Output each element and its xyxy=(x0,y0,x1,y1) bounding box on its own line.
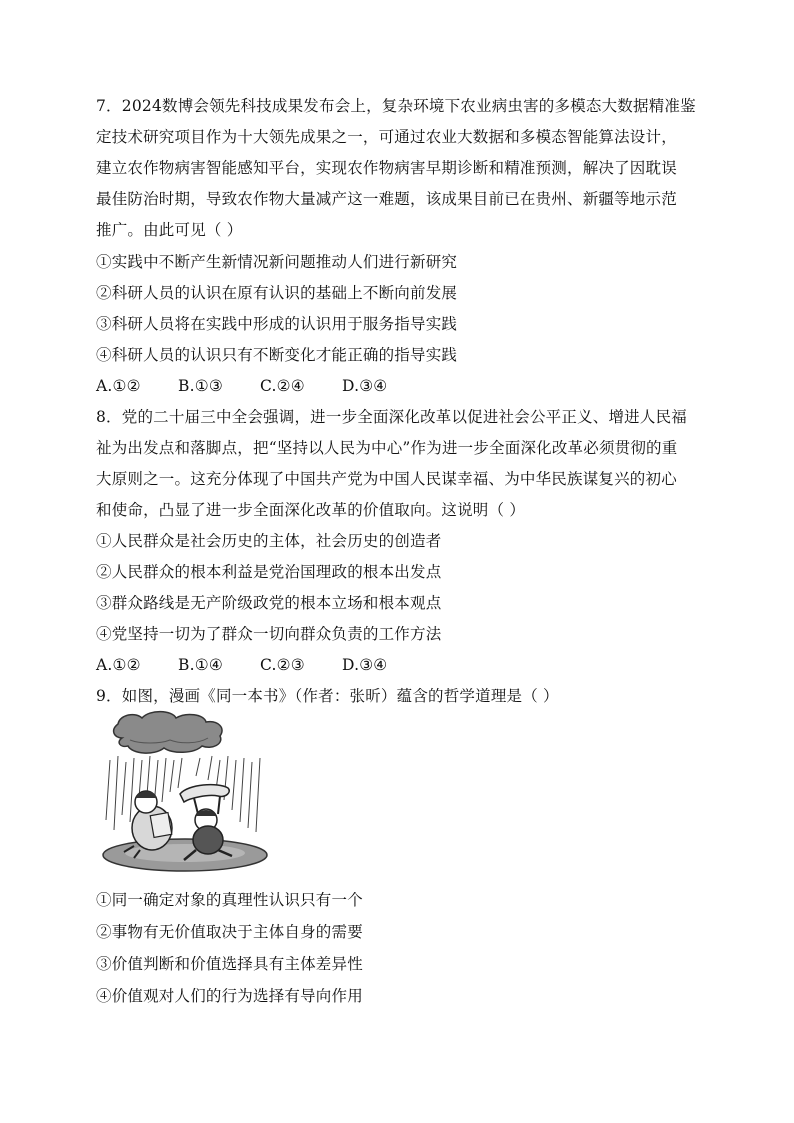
q9-option-2: ②事物有无价值取决于主体自身的需要 xyxy=(96,923,363,941)
q7-option-3: ③科研人员将在实践中形成的认识用于服务指导实践 xyxy=(96,315,458,333)
q8-stem-line: 和使命，凸显了进一步全面深化改革的价值取向。这说明（ ） xyxy=(96,501,526,519)
q7-stem-line: 推广。由此可见（ ） xyxy=(96,221,243,239)
q8-choice-c: C.②③ xyxy=(260,656,305,674)
q8-stem-line: 8．党的二十届三中全会强调，进一步全面深化改革以促进社会公平正义、增进人民福 xyxy=(96,408,687,426)
q8-choice-d: D.③④ xyxy=(342,656,388,674)
cloud-icon xyxy=(114,712,222,753)
q7-option-4: ④科研人员的认识只有不断变化才能正确的指导实践 xyxy=(96,346,458,364)
q7-choices xyxy=(96,376,706,396)
q7-choice-b: B.①③ xyxy=(178,377,223,395)
q8-option-4: ④党坚持一切为了群众一切向群众负责的工作方法 xyxy=(96,625,442,643)
q8-choices xyxy=(96,655,706,675)
q8-stem-line: 祉为出发点和落脚点，把“坚持以人民为中心”作为进一步全面深化改革必须贯彻的重 xyxy=(96,439,678,457)
q7-choice-c: C.②④ xyxy=(260,377,305,395)
q7-choice-a: A.①② xyxy=(96,377,141,395)
q7-stem-line: 定技术研究项目作为十大领先成果之一，可通过农业大数据和多模态智能算法设计， xyxy=(96,128,677,146)
q8-choice-b: B.①④ xyxy=(178,656,223,674)
q7-stem-line: 7．2024数博会领先科技成果发布会上，复杂环境下农业病虫害的多模态大数据精准鉴 xyxy=(96,97,696,115)
cartoon-same-book-image xyxy=(100,710,270,875)
q9-option-3: ③价值判断和价值选择具有主体差异性 xyxy=(96,955,363,973)
q7-choice-d: D.③④ xyxy=(342,377,388,395)
q7-option-2: ②科研人员的认识在原有认识的基础上不断向前发展 xyxy=(96,284,458,302)
q7-option-1: ①实践中不断产生新情况新问题推动人们进行新研究 xyxy=(96,253,458,271)
q8-choice-a: A.①② xyxy=(96,656,141,674)
q7-stem-line: 建立农作物病害智能感知平台，实现农作物病害早期诊断和精准预测，解决了因耽误 xyxy=(96,159,677,177)
q9-option-1: ①同一确定对象的真理性认识只有一个 xyxy=(96,891,363,909)
q9-option-4: ④价值观对人们的行为选择有导向作用 xyxy=(96,987,363,1005)
q8-option-3: ③群众路线是无产阶级政党的根本立场和根本观点 xyxy=(96,594,442,612)
q9-stem-line: 9．如图，漫画《同一本书》（作者：张昕）蕴含的哲学道理是（ ） xyxy=(96,687,559,705)
q8-option-2: ②人民群众的根本利益是党治国理政的根本出发点 xyxy=(96,563,442,581)
q8-option-1: ①人民群众是社会历史的主体，社会历史的创造者 xyxy=(96,532,442,550)
q7-stem-line: 最佳防治时期，导致农作物大量减产这一难题，该成果目前已在贵州、新疆等地示范 xyxy=(96,190,677,208)
q8-stem-line: 大原则之一。这充分体现了中国共产党为中国人民谋幸福、为中华民族谋复兴的初心 xyxy=(96,470,677,488)
